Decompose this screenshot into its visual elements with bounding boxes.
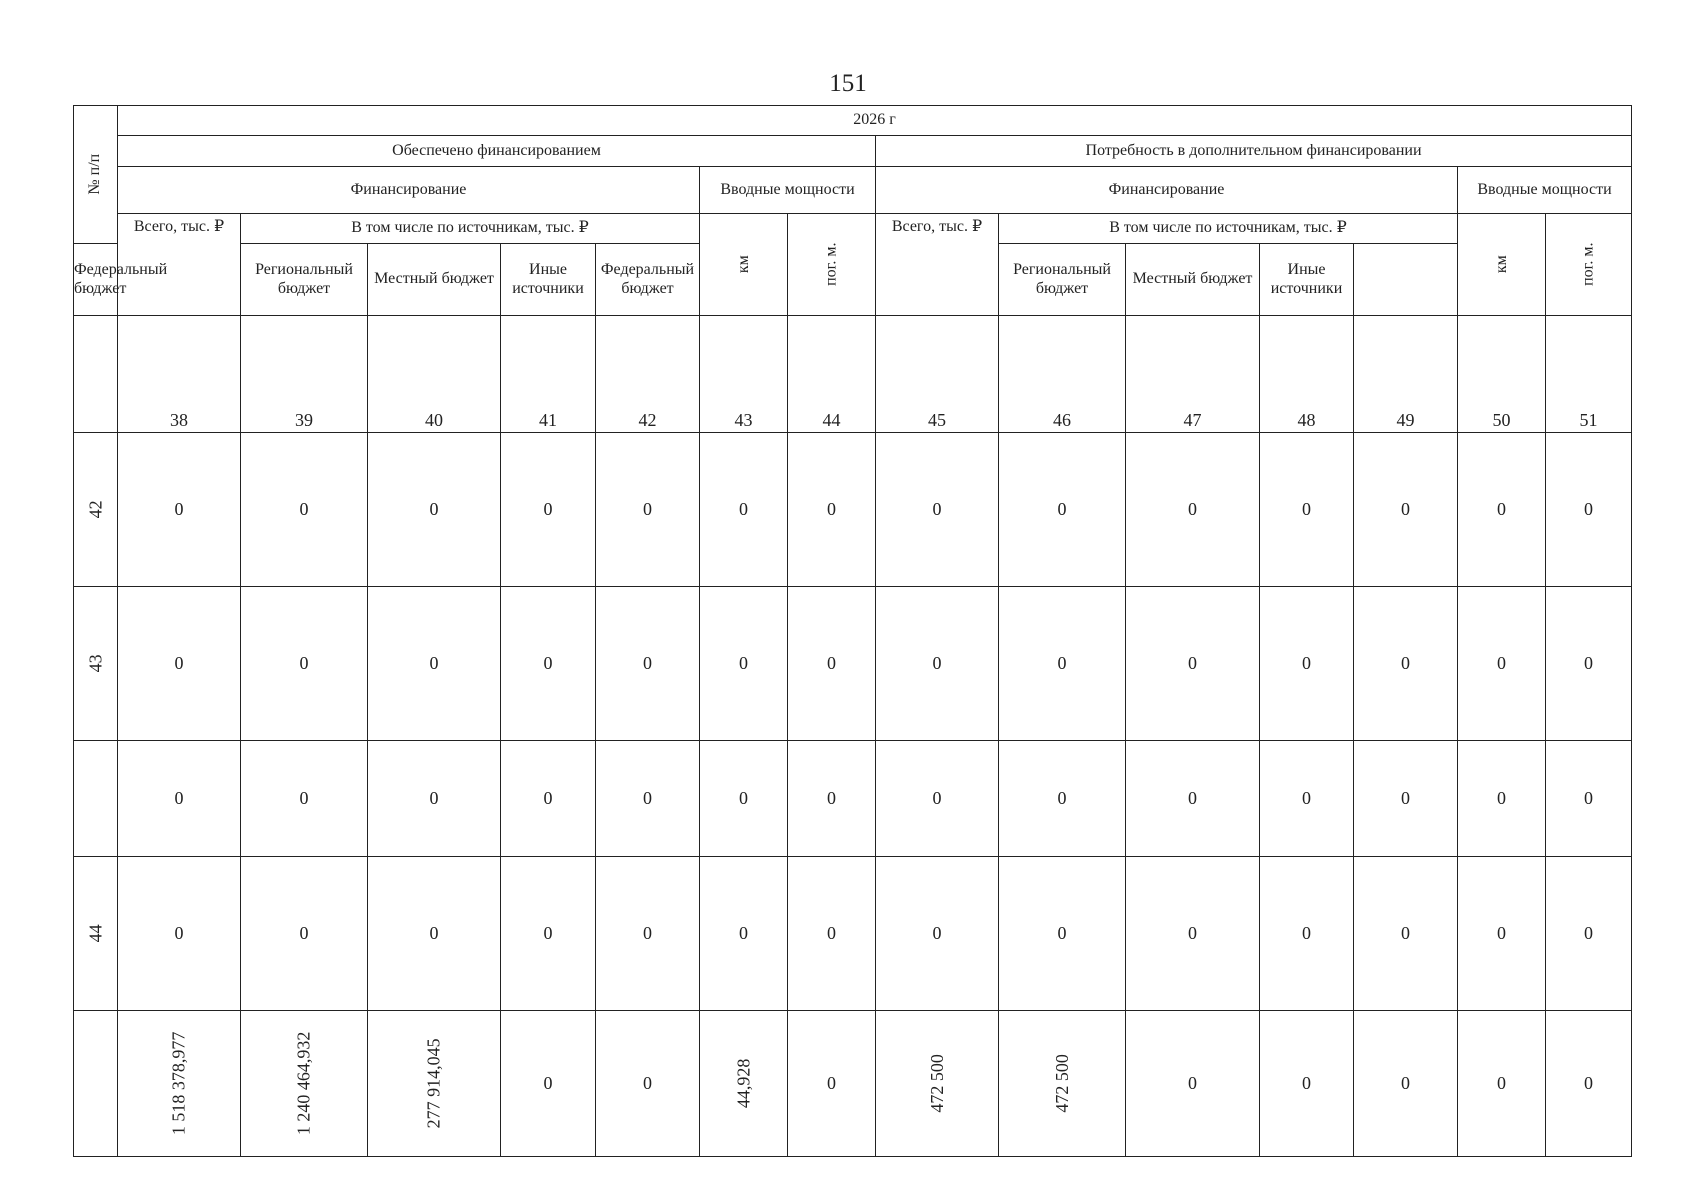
column-number: 40 — [368, 316, 501, 433]
table-cell: 0 — [999, 741, 1126, 857]
column-number: 50 — [1458, 316, 1546, 433]
financing-table — [73, 105, 1632, 1157]
other-header-additional: Иные источники — [1260, 244, 1354, 316]
table-cell: 0 — [1354, 857, 1458, 1011]
table-cell: 0 — [999, 433, 1126, 587]
table-cell: 0 — [368, 433, 501, 587]
column-number-blank — [74, 316, 118, 433]
table-cell: 0 — [1126, 857, 1260, 1011]
table-cell: 0 — [241, 741, 368, 857]
by-sources-header-additional: В том числе по источникам, тыс. ₽ — [999, 214, 1458, 244]
table-cell: 0 — [876, 587, 999, 741]
table-cell: 0 — [1354, 1011, 1458, 1157]
row-number: 42 — [74, 433, 118, 587]
table-cell: 0 — [118, 587, 241, 741]
table-row — [74, 433, 1632, 587]
table-cell: 0 — [596, 433, 700, 587]
table-cell: 0 — [876, 857, 999, 1011]
column-number-row — [74, 316, 1632, 433]
table-row — [74, 1011, 1632, 1157]
column-number: 49 — [1354, 316, 1458, 433]
financing-header-secured: Финансирование — [118, 167, 700, 214]
capacity-header-secured: Вводные мощности — [700, 167, 876, 214]
table-cell: 1 240 464,932 — [241, 1011, 368, 1157]
federal-header-additional: Федеральный бюджет — [596, 244, 700, 316]
column-number: 38 — [118, 316, 241, 433]
table-cell: 0 — [700, 741, 788, 857]
local-header-secured: Местный бюджет — [368, 244, 501, 316]
table-cell: 0 — [788, 741, 876, 857]
column-number: 48 — [1260, 316, 1354, 433]
table-cell: 0 — [118, 857, 241, 1011]
table-cell: 0 — [596, 587, 700, 741]
row-number: 43 — [74, 587, 118, 741]
regional-header-additional: Региональный бюджет — [999, 244, 1126, 316]
table-cell: 0 — [1546, 433, 1632, 587]
column-number: 44 — [788, 316, 876, 433]
table-cell: 0 — [501, 1011, 596, 1157]
table-cell: 0 — [596, 857, 700, 1011]
table-cell: 0 — [1458, 433, 1546, 587]
column-number: 39 — [241, 316, 368, 433]
table-cell: 472 500 — [876, 1011, 999, 1157]
table-cell: 0 — [596, 741, 700, 857]
table-cell: 0 — [368, 857, 501, 1011]
table-cell: 0 — [788, 587, 876, 741]
table-cell: 0 — [1126, 741, 1260, 857]
table-cell: 0 — [1126, 587, 1260, 741]
table-cell: 0 — [118, 433, 241, 587]
table-cell: 0 — [1458, 1011, 1546, 1157]
table-cell: 0 — [1260, 587, 1354, 741]
table-cell: 0 — [368, 741, 501, 857]
capacity-header-additional: Вводные мощности — [1458, 167, 1632, 214]
table-row — [74, 587, 1632, 741]
row-number: 44 — [74, 857, 118, 1011]
table-cell: 0 — [501, 587, 596, 741]
row-number — [74, 741, 118, 857]
table-cell: 0 — [368, 587, 501, 741]
total-header-secured: Всего, тыс. ₽ — [118, 214, 241, 316]
column-number: 42 — [596, 316, 700, 433]
table-cell: 0 — [596, 1011, 700, 1157]
row-number-header: № п/п — [74, 106, 118, 244]
table-cell: 0 — [1354, 587, 1458, 741]
table-cell: 0 — [1260, 741, 1354, 857]
table-cell: 0 — [876, 741, 999, 857]
table-cell: 0 — [1354, 433, 1458, 587]
federal-header-secured: Федеральный бюджет — [74, 244, 118, 316]
pog-m-header-secured: пог. м. — [788, 214, 876, 316]
table-cell: 0 — [501, 741, 596, 857]
column-number: 45 — [876, 316, 999, 433]
page-number: 151 — [829, 70, 867, 97]
financing-header-additional: Финансирование — [876, 167, 1458, 214]
by-sources-header-secured: В том числе по источникам, тыс. ₽ — [241, 214, 700, 244]
regional-header-secured: Региональный бюджет — [241, 244, 368, 316]
table-cell: 0 — [700, 433, 788, 587]
table-cell: 0 — [700, 587, 788, 741]
table-cell: 0 — [1458, 741, 1546, 857]
table-cell: 0 — [1260, 857, 1354, 1011]
table-cell: 0 — [1260, 1011, 1354, 1157]
column-number: 51 — [1546, 316, 1632, 433]
table-cell: 0 — [1546, 1011, 1632, 1157]
table-cell: 0 — [1546, 587, 1632, 741]
table-row — [74, 857, 1632, 1011]
column-number: 47 — [1126, 316, 1260, 433]
row-number — [74, 1011, 118, 1157]
table-cell: 0 — [501, 433, 596, 587]
table-cell: 0 — [788, 433, 876, 587]
table-cell: 0 — [241, 587, 368, 741]
table-cell: 0 — [999, 857, 1126, 1011]
table-cell: 0 — [241, 433, 368, 587]
table-cell: 0 — [1458, 857, 1546, 1011]
table-cell: 0 — [501, 857, 596, 1011]
table-cell: 0 — [999, 587, 1126, 741]
column-number: 46 — [999, 316, 1126, 433]
secured-financing-header: Обеспечено финансированием — [118, 136, 876, 167]
table-cell: 0 — [1546, 741, 1632, 857]
table-cell: 472 500 — [999, 1011, 1126, 1157]
table-cell: 0 — [1126, 1011, 1260, 1157]
local-header-additional: Местный бюджет — [1126, 244, 1260, 316]
additional-financing-header: Потребность в дополнительном финансировании — [876, 136, 1632, 167]
other-header-secured: Иные источники — [501, 244, 596, 316]
km-header-secured: км — [700, 214, 788, 316]
year-header: 2026 г — [118, 106, 1632, 136]
table-cell: 0 — [1260, 433, 1354, 587]
column-number: 43 — [700, 316, 788, 433]
table-cell: 277 914,045 — [368, 1011, 501, 1157]
table-cell: 44,928 — [700, 1011, 788, 1157]
column-number: 41 — [501, 316, 596, 433]
table-cell: 0 — [1546, 857, 1632, 1011]
table-cell: 0 — [700, 857, 788, 1011]
pog-m-header-additional: пог. м. — [1546, 214, 1632, 316]
table-cell: 0 — [788, 1011, 876, 1157]
total-header-additional: Всего, тыс. ₽ — [876, 214, 999, 316]
table-cell: 0 — [1354, 741, 1458, 857]
table-cell: 0 — [1126, 433, 1260, 587]
table-row — [74, 741, 1632, 857]
table-cell: 0 — [876, 433, 999, 587]
km-header-additional: км — [1458, 214, 1546, 316]
table-cell: 0 — [1458, 587, 1546, 741]
table-cell: 0 — [118, 741, 241, 857]
table-cell: 1 518 378,977 — [118, 1011, 241, 1157]
table-cell: 0 — [788, 857, 876, 1011]
table-cell: 0 — [241, 857, 368, 1011]
